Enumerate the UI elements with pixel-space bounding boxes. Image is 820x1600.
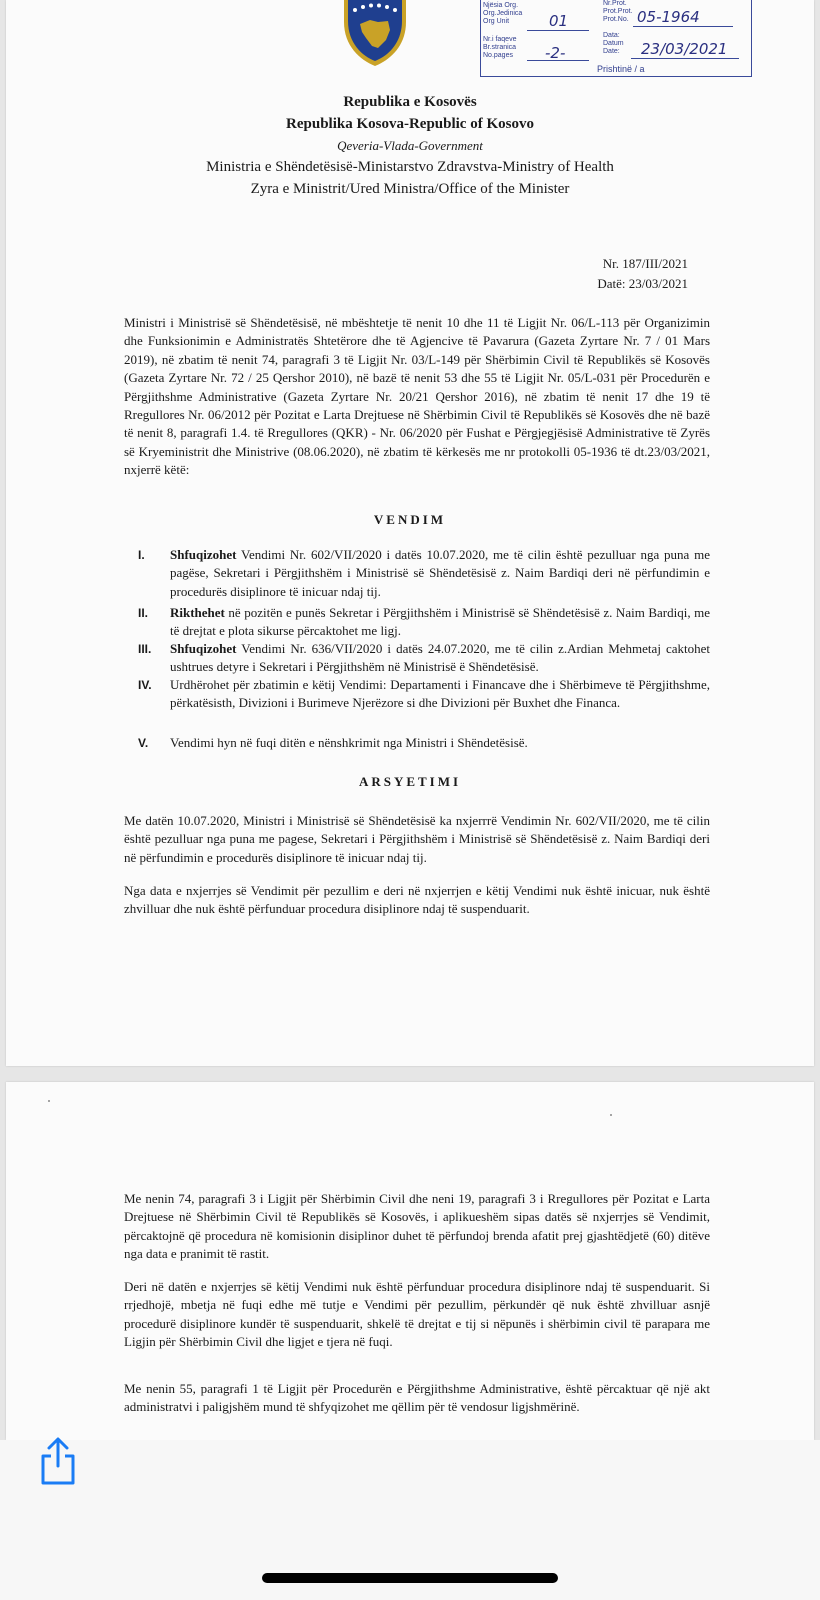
stamp-line [631, 58, 739, 59]
reference-date: Datë: 23/03/2021 [597, 276, 688, 291]
stamp-label: Datum [603, 40, 624, 47]
stamp-label: Njësia Org. [483, 2, 519, 9]
registry-stamp [480, 0, 752, 77]
stamp-label: No.pages [483, 52, 513, 59]
reference-number: Nr. 187/III/2021 [602, 256, 688, 271]
org-unit-handwritten: 01 [549, 12, 569, 30]
reasoning-paragraph: Me nenin 55, paragrafi 1 të Ligjit për Procedurën e Përgjithshme Administrative, është përcaktuar që një akt administratvi i paligjshëm mund të shfyqizohet me qëllim për të vendosur ligjshmërinë. [124, 1381, 710, 1415]
item-text: Vendimi Nr. 602/VII/2020 i datës 10.07.2020, me të cilin është pezulluar nga puna me pagëse, Sekretari i Përgjithshëm i Ministrisë së Shëndetësisë z. Naim Bardiqi deri në përfundimin e procedurës disiplinore të inicuar ndaj tij. [170, 547, 710, 599]
decision-item [124, 676, 710, 732]
reference-block [597, 254, 688, 294]
item-keyword: Shfuqizohet [170, 547, 237, 562]
decision-item [124, 604, 710, 642]
scan-speck [48, 1100, 50, 1102]
date-handwritten: 23/03/2021 [641, 40, 728, 58]
item-keyword: Shfuqizohet [170, 641, 237, 656]
item-text: Urdhërohet për zbatimin e këtij Vendimi: Departamenti i Financave dhe i Shërbimeve të Përgjithshme, përkatësisth, Divizioni i Burimeve Njerëzore si dhe Divizioni për Buxhet dhe Financa. [170, 677, 710, 711]
header-office: Zyra e Ministrit/Ured Ministra/Office of the Minister [250, 181, 570, 197]
reasoning-paragraph: Me nenin 74, paragrafi 3 i Ligjit për Shërbimin Civil dhe neni 19, paragrafi 3 i Rregullores për Pozitat e Larta Drejtuese në Shërbimin Civil të Republikës së Kosovës, i aplikueshëm sipas datës së nxjerrjes së Vendimit, përcaktojnë që procedura në komisionin disiplinor duhet të përfundoj brenda afatit prej gjashtëdjetë (60) ditëve nga data e pranimit të rastit. [124, 1191, 710, 1262]
document-page-2 [6, 1082, 814, 1440]
share-icon[interactable] [38, 1434, 78, 1486]
arsyetimi-title: ARSYETIMI [358, 774, 462, 789]
reasoning-paragraph: Deri në datën e nxjerrjes së këtij Vendimi nuk është përfunduar procedura disiplinore ndaj të suspenduarit. Si rrjedhojë, mbetja në fuqi edhe më tutje e Vendimi për pezullim, përkundër që nuk është zhvilluar asnjë procedurë disiplinore kundër të suspenduarit, shkelë të drejtat e tij si nëpunës i shërbimin civil të parapara me Ligjin për Shërbimin Civil dhe ligjet e tjera në fuqi. [124, 1279, 710, 1350]
stamp-label: Date: [603, 48, 620, 55]
scan-speck [610, 1114, 612, 1116]
kosovo-coat-of-arms-icon [340, 0, 410, 66]
header-republic: Republika e Kosovës [343, 94, 477, 110]
item-text: Vendimi hyn në fuqi ditën e nënshkrimit nga Ministri i Shëndetësisë. [170, 735, 528, 750]
stamp-line [633, 26, 733, 27]
stamp-label: Prot.No. [603, 16, 629, 23]
item-keyword: Rikthehet [170, 605, 225, 620]
stamp-label: Data: [603, 32, 620, 39]
decision-item [124, 546, 710, 602]
document-page-1 [6, 0, 814, 1066]
item-number: IV. [138, 678, 152, 692]
stamp-label: Prot.Prot. [603, 8, 633, 15]
item-number: I. [138, 548, 145, 562]
item-number: II. [138, 606, 149, 620]
stamp-label: Org.Jedinica [483, 10, 523, 17]
header-government: Qeveria-Vlada-Government [337, 138, 483, 153]
item-number: V. [138, 736, 149, 750]
item-text: në pozitën e punës Sekretar i Përgjithshëm i Ministrisë së Shëndetësisë z. Naim Bardiqi, me të drejtat e plota sikurse përcaktohet me ligj. [170, 605, 710, 639]
reasoning-paragraph: Me datën 10.07.2020, Ministri i Ministrisë së Shëndetësisë ka nxjerrrë Vendimin Nr. 602/VII/2020, me të cilin është pezulluar nga puna me pagese, Sekretari i Përgjithshëm i Ministrisë së Shëndetësisë z. Naim Bardiqi deri në përfundimin e procedurës disiplinore të inicuar ndaj tij. [124, 813, 710, 865]
item-number: III. [138, 642, 152, 656]
stamp-label: Br.stranica [483, 44, 517, 51]
stamp-label: Org Unit [483, 18, 510, 25]
preamble-paragraph: Ministri i Ministrisë së Shëndetësisë, në mbështetje të nenit 10 dhe 11 të Ligjit Nr. 06/L-113 për Organizimin dhe Funksionimin e Administratës Shtetërore dhe të Agjencive të Pavarura (Gazeta Zyrtare Nr. 7 / 01 Mars 2019), në zbatim të nenit 74, paragrafi 3 të Ligjit Nr. 03/L-149 për Shërbimin Civil të Republikës së Kosovës (Gazeta Zyrtare Nr. 72 / 25 Qershor 2010), në bazë të nenit 53 dhe 55 të Ligjit Nr. 05/L-031 për Procedurën e Përgjithshme Administrative (Gazeta Zyrtare Nr. 20/21 Qershor 2016), në zbatim të nenit 17 dhe 19 të Rregullores Nr. 06/2012 për Pozitat e Larta Drejtuese në Shërbimin Civil të Republikës së Kosovës dhe në bazë të nenit 8, paragrafi 1.4. të Rregullores (QKR) - Nr. 06/2020 për Fushat e Përgjegjësisë Administrative të Zyrës së Kryeministrit dhe Ministrive (08.06.2020), në zbatim të kërkesës me nr protokolli 05-1936 të dt.23/03/2021, nxjerrë këtë: [124, 315, 710, 478]
item-text: Vendimi Nr. 636/VII/2020 i datës 24.07.2020, me të cilin z.Ardian Mehmetaj caktohet ushtrues detyre i Sekretari i Përgjithshëm në Ministrisë ë Shëndetësisë. [170, 641, 710, 675]
decision-item [124, 734, 710, 754]
pages-handwritten: -2- [545, 44, 566, 62]
decision-item [124, 640, 710, 678]
stamp-label: Nr.i faqeve [483, 36, 517, 43]
home-indicator[interactable] [262, 1573, 558, 1583]
header-ministry: Ministria e Shëndetësisë-Ministarstvo Zdravstva-Ministry of Health [206, 159, 614, 175]
reasoning-paragraph: Nga data e nxjerrjes së Vendimit për pezullim e deri në nxjerrjen e këtij Vendimi nuk është inicuar, nuk është zhvilluar dhe nuk është përfunduar procedura disiplinore ndaj të suspenduarit. [124, 883, 710, 917]
vendim-title: VENDIM [373, 512, 447, 527]
header-republic-multilingual: Republika Kosova-Republic of Kosovo [286, 116, 534, 132]
stamp-city: Prishtinë / a [597, 64, 645, 74]
stamp-line [527, 30, 589, 31]
prot-no-handwritten: 05-1964 [637, 8, 700, 26]
stamp-label: Nr.Prot. [603, 0, 627, 7]
